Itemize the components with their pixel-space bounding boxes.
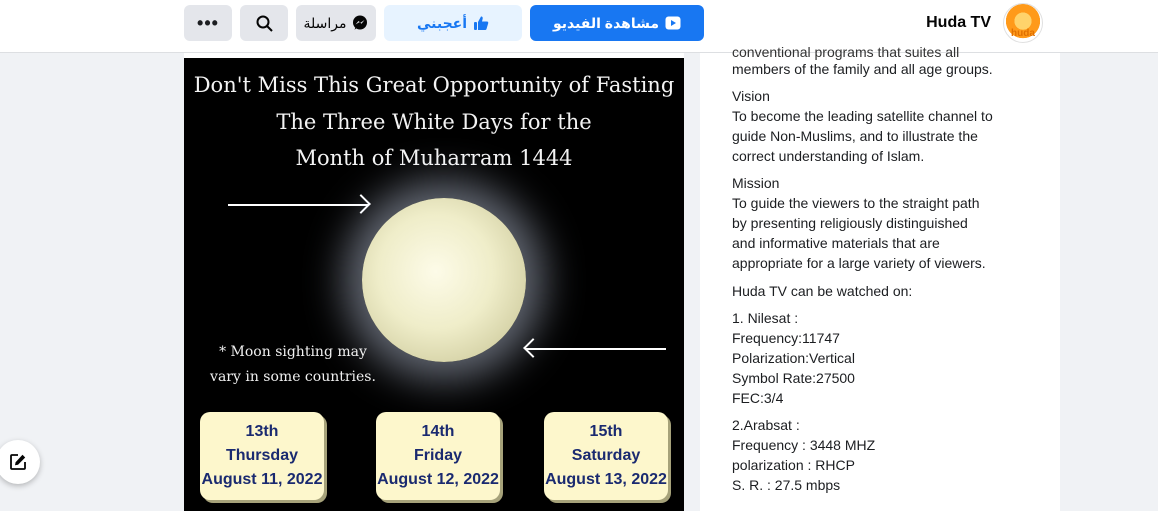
arrow-right-icon: [228, 204, 368, 206]
nilesat-line-1: 1. Nilesat :: [732, 310, 799, 326]
compose-button[interactable]: [0, 440, 40, 484]
message-label: مراسلة: [303, 14, 347, 31]
about-intro-cut: conventional programs that suites all: [732, 44, 960, 60]
date-day: 15th: [589, 423, 623, 440]
post-card: [184, 53, 684, 511]
more-options-button[interactable]: [184, 5, 232, 41]
note-line-1: * Moon sighting may: [219, 344, 367, 360]
more-icon: •••: [197, 12, 219, 33]
arabsat-line-1: 2.Arabsat :: [732, 417, 800, 433]
mission-line-2: by presenting religiously distinguished: [732, 215, 968, 231]
headline-line-3: Month of Muharram 1444: [295, 146, 573, 170]
nilesat-line-2: Frequency:11747: [732, 330, 840, 346]
nilesat-line-4: Symbol Rate:27500: [732, 370, 855, 386]
huda-tv-logo[interactable]: [1003, 3, 1043, 43]
message-button[interactable]: [296, 5, 376, 41]
date-day: 14th: [421, 423, 455, 440]
moon-sighting-note: [198, 340, 388, 390]
about-panel: [700, 44, 1060, 511]
arabsat-line-3: polarization : RHCP: [732, 457, 855, 473]
vision-line-1: To become the leading satellite channel to: [732, 108, 993, 124]
mission-line-1: To guide the viewers to the straight path: [732, 195, 980, 211]
nilesat-line-3: Polarization:Vertical: [732, 350, 855, 366]
watch-on-title: Huda TV can be watched on:: [732, 283, 913, 299]
arabsat-line-4: S. R. : 27.5 mbps: [732, 477, 841, 493]
arabsat-line-2: Frequency : 3448 MHZ: [732, 437, 876, 453]
date-day: 13th: [245, 423, 279, 440]
date-full: August 12, 2022: [377, 471, 499, 488]
search-icon: [256, 15, 273, 32]
vision-title: Vision: [732, 88, 770, 104]
like-button[interactable]: [384, 5, 522, 41]
arrow-left-icon: [526, 348, 666, 350]
like-label: أعجبني: [416, 14, 468, 31]
date-full: August 13, 2022: [545, 471, 667, 488]
vision-line-2: guide Non-Muslims, and to illustrate the: [732, 128, 978, 144]
search-button[interactable]: [240, 5, 288, 41]
date-box-1: [200, 412, 324, 500]
date-weekday: Friday: [413, 447, 462, 464]
date-weekday: Thursday: [225, 447, 298, 464]
page-title[interactable]: Huda TV: [926, 14, 991, 31]
watch-video-label: مشاهدة الفيديو: [552, 14, 660, 31]
headline-line-2: The Three White Days for the: [276, 110, 592, 134]
watch-video-button[interactable]: [530, 5, 704, 41]
thumbs-up-icon: [473, 15, 489, 31]
date-box-2: [376, 412, 500, 500]
date-weekday: Saturday: [571, 447, 641, 464]
mission-title: Mission: [732, 175, 780, 191]
mission-line-3: and informative materials that are: [732, 235, 940, 251]
post-image[interactable]: [184, 58, 684, 511]
logo-text: huda: [1011, 28, 1035, 39]
note-line-2: vary in some countries.: [210, 369, 376, 385]
full-moon-image: [362, 198, 526, 362]
date-box-3: [544, 412, 668, 500]
vision-line-3: correct understanding of Islam.: [732, 148, 925, 164]
edit-icon: [9, 453, 27, 471]
nilesat-line-5: FEC:3/4: [732, 390, 784, 406]
video-play-icon: [665, 16, 681, 30]
headline-line-1: Don't Miss This Great Opportunity of Fasting: [193, 73, 675, 97]
about-intro-end: members of the family and all age groups.: [732, 61, 993, 77]
date-full: August 11, 2022: [201, 471, 323, 488]
mission-line-4: appropriate for a large variety of viewers.: [732, 255, 986, 271]
messenger-icon: [352, 15, 368, 31]
